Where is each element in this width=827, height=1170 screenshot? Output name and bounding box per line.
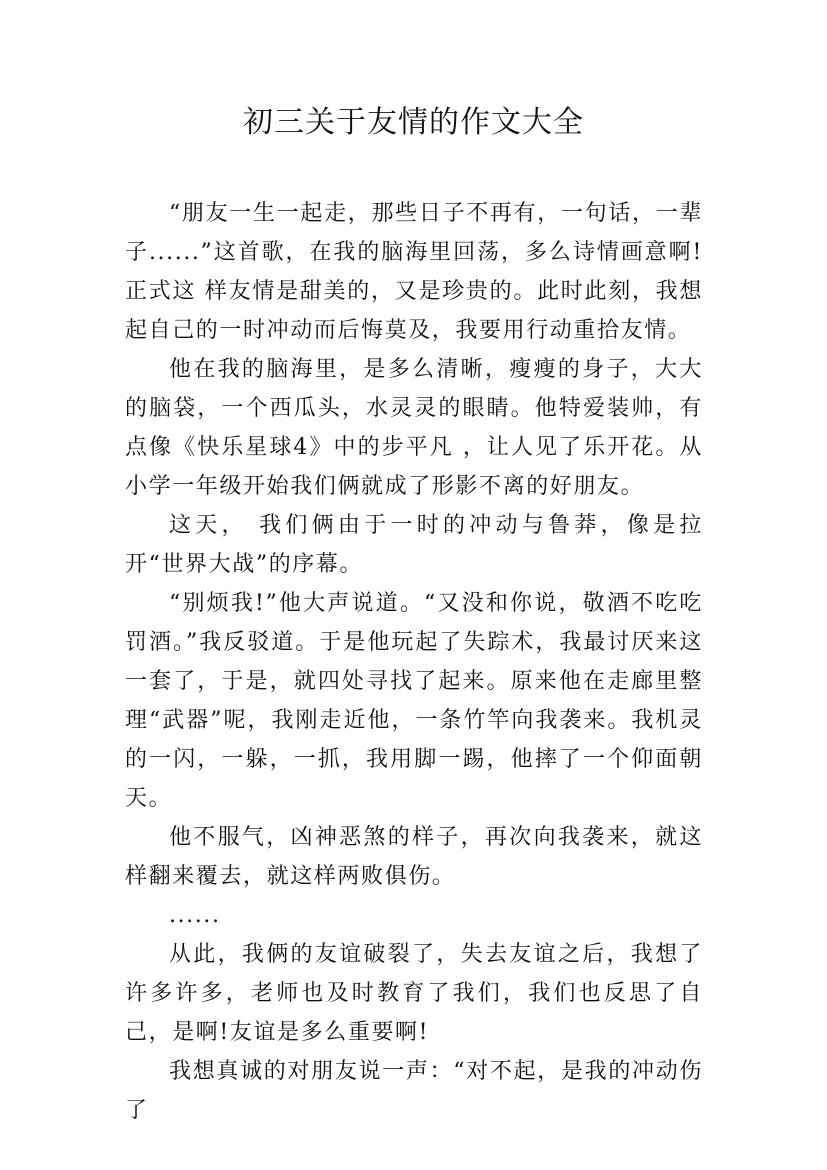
paragraph-4: “别烦我!”他大声说道。“又没和你说，敬酒不吃吃罚酒。”我反驳道。于是他玩起了失踪术，我最讨厌来这一套了，于是，就四处寻找了起来。原来他在走廊里整理“武器”呢，我刚走近他，一条竹竿向我袭来。我机灵的一闪，一躲，一抓，我用脚一踢，他摔了一个仰面朝天。 [125,591,703,811]
paragraph-3: 这天， 我们俩由于一时的冲动与鲁莽，像是拉开“世界大战”的序幕。 [125,513,703,577]
paragraph-8: 我想真诚的对朋友说一声：“对不起，是我的冲动伤了 [125,1059,703,1123]
paragraph-5: 他不服气，凶神恶煞的样子，再次向我袭来，就这样翻来覆去，就这样两败俱伤。 [125,825,703,889]
document-title: 初三关于友情的作文大全 [243,105,584,140]
paragraph-7: 从此，我俩的友谊破裂了，失去友谊之后，我想了许多许多，老师也及时教育了我们，我们也反思了自己，是啊!友谊是多么重要啊! [125,942,703,1045]
paragraph-2: 他在我的脑海里，是多么清晰，瘦瘦的身子，大大的脑袋，一个西瓜头，水灵灵的眼睛。他特爱装帅，有点像《快乐星球4》中的步平凡 ，让人见了乐开花。从小学一年级开始我们俩就成了形影不离的好朋友。 [125,357,703,499]
paragraph-1: “朋友一生一起走，那些日子不再有，一句话，一辈子......”这首歌，在我的脑海里回荡，多么诗情画意啊!正式这 样友情是甜美的，又是珍贵的。此时此刻，我想起自己的一时冲动而后悔莫及，我要用行动重拾友情。 [125,201,703,343]
document-body [125,194,703,1130]
ellipsis-paragraph: ...... [169,903,221,928]
